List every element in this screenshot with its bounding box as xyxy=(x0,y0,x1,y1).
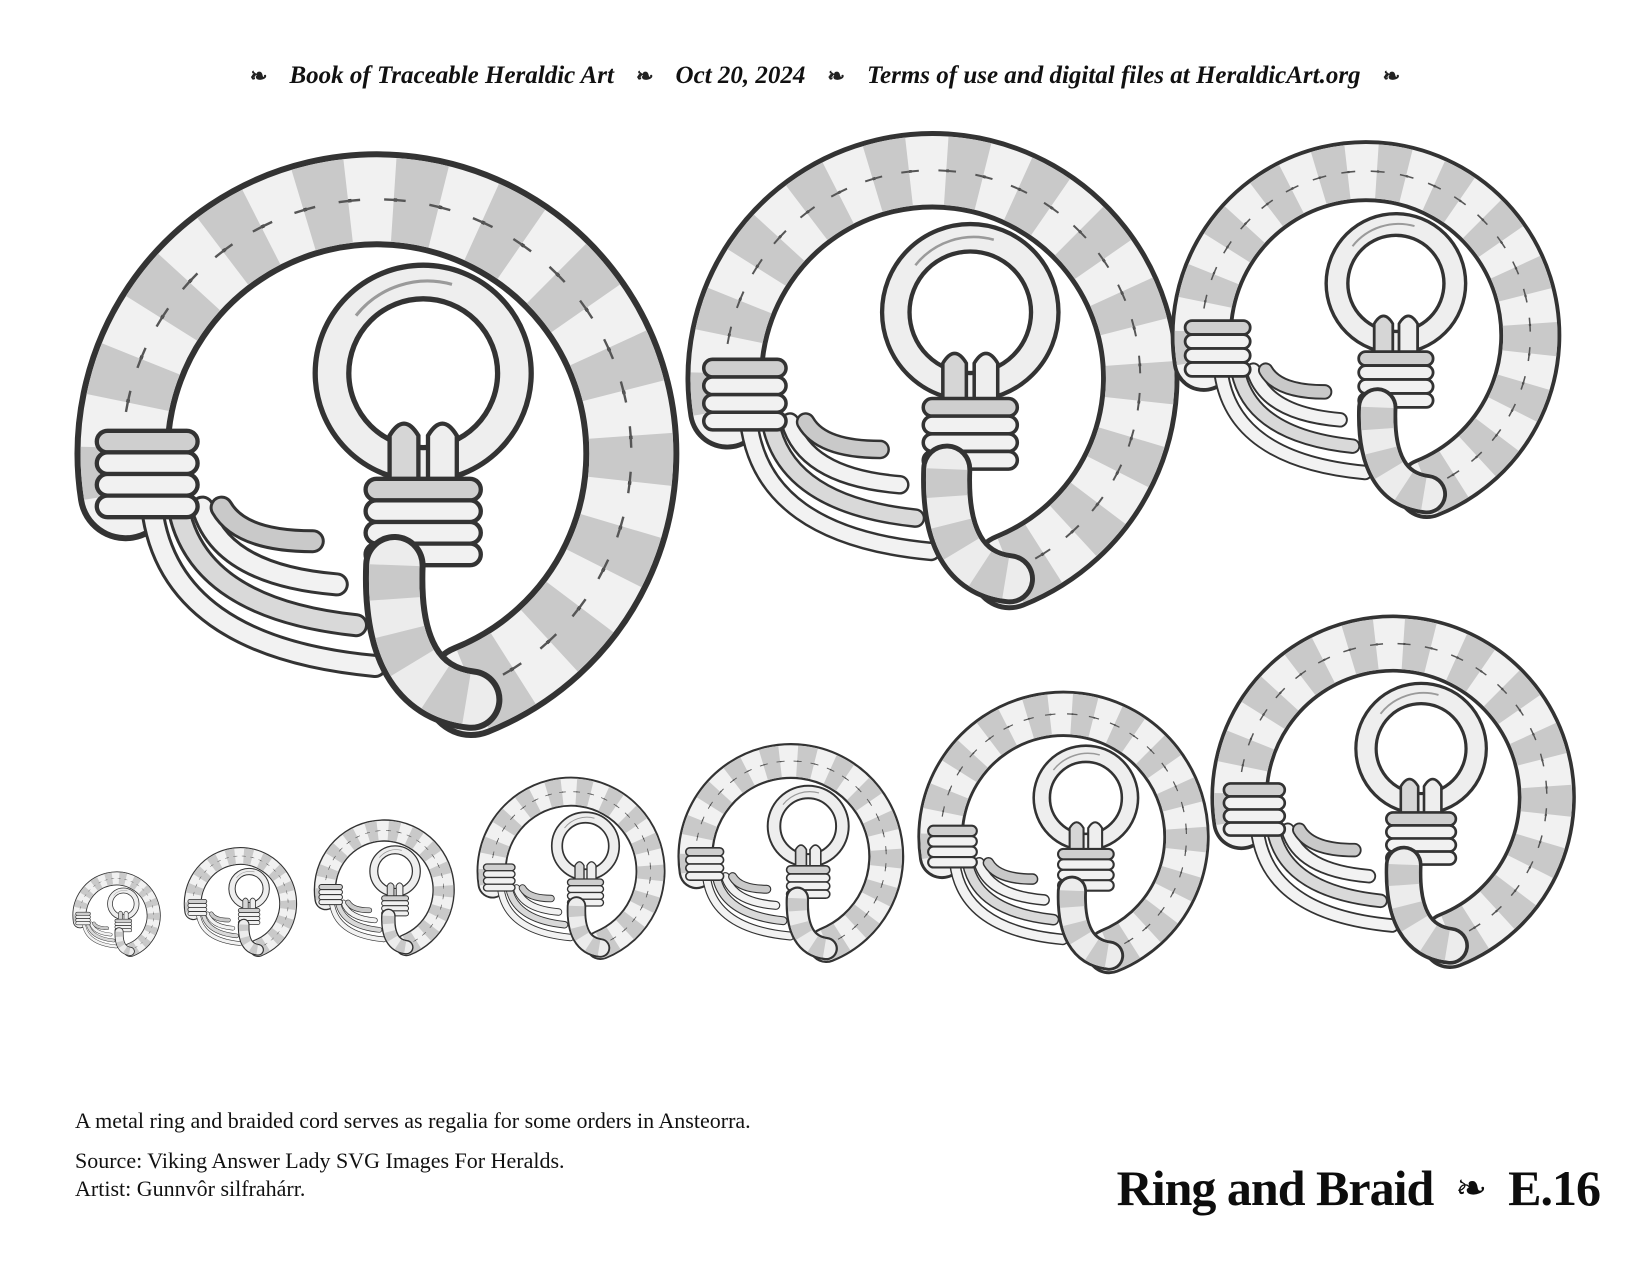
plate-title: Ring and Braid xyxy=(1116,1160,1434,1216)
ring-braid-emblem xyxy=(188,856,288,950)
ring-braid-emblem xyxy=(319,831,444,948)
publication-date: Oct 20, 2024 xyxy=(675,62,806,89)
caption-source: Source: Viking Answer Lady SVG Images For Heralds. xyxy=(75,1148,565,1173)
ring-braid-emblem xyxy=(484,792,651,948)
ring-braid-emblem xyxy=(1224,644,1547,946)
terms-of-use: Terms of use and digital files at HeraldicArt.org xyxy=(867,62,1361,89)
ring-braid-emblem xyxy=(704,170,1141,579)
ring-braid-emblem xyxy=(686,761,886,949)
book-title: Book of Traceable Heraldic Art xyxy=(289,62,614,89)
plate-number: E.16 xyxy=(1508,1160,1600,1216)
caption-block xyxy=(75,1107,935,1203)
fleuron-ornament: ❧ xyxy=(249,63,268,88)
plate-title-block xyxy=(1040,1148,1600,1228)
caption-description: A metal ring and braided cord serves as regalia for some orders in Ansteorra. xyxy=(75,1108,751,1133)
ring-braid-emblem xyxy=(928,714,1186,956)
fleuron-ornament: ❧ xyxy=(635,63,654,88)
ring-braid-emblem-large xyxy=(97,199,632,699)
fleuron-ornament: ❧ xyxy=(1455,1167,1487,1210)
ring-braid-emblem xyxy=(1185,171,1530,494)
fleuron-ornament: ❧ xyxy=(827,63,846,88)
ring-braid-emblem-small xyxy=(76,878,154,951)
caption-artist: Artist: Gunnvôr silfrahárr. xyxy=(75,1176,306,1201)
fleuron-ornament: ❧ xyxy=(1382,63,1401,88)
